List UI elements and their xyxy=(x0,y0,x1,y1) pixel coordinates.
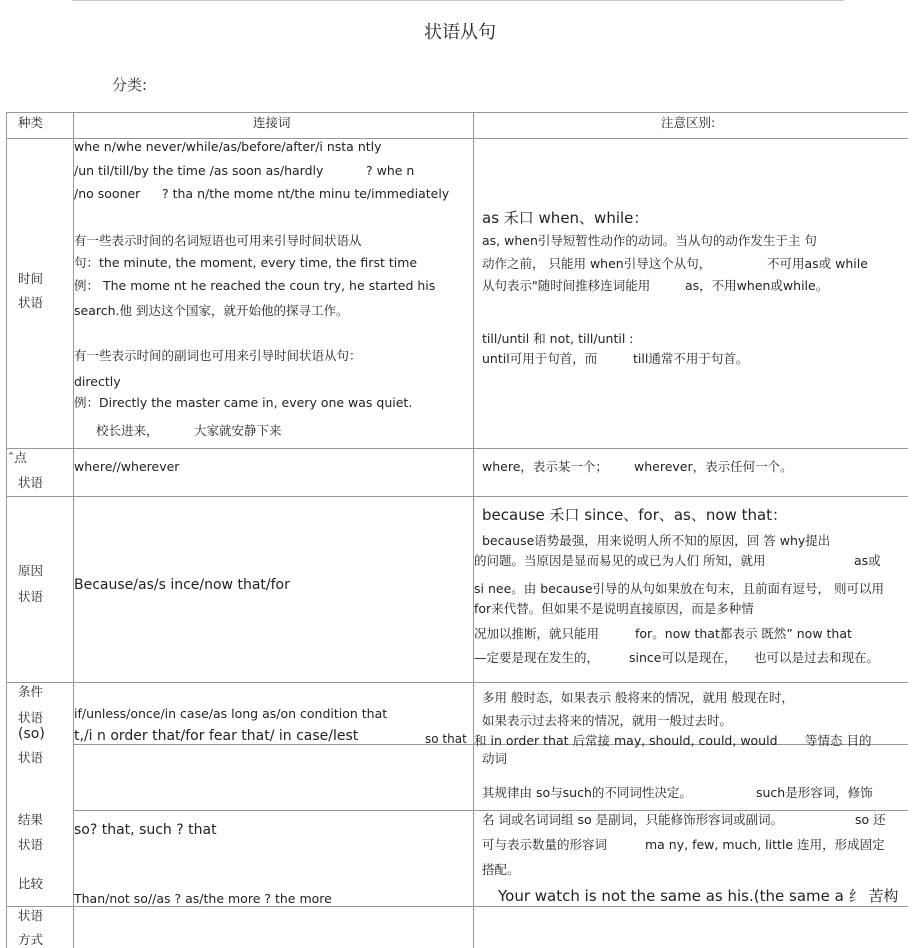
table-border-left xyxy=(6,112,7,948)
conjunction-line: ? tha n/the mome nt/the minu te/immediately xyxy=(162,186,450,201)
note-line: Your watch is not the same as his.(the same a 纟 苦构 xyxy=(498,887,899,905)
conjunction-line: so? that, such ? that xyxy=(74,822,217,838)
section-subtitle: 分类: xyxy=(112,76,148,94)
note-line: —定要是现在发生的， xyxy=(474,650,600,665)
note-line: for来代替。但如果不是说明直接原因，而是多种情 xyxy=(474,601,754,616)
table-row-divider xyxy=(6,682,908,683)
note-line: for。now that都表示 既然” now that xyxy=(635,626,852,641)
note-line: si nee。由 because引导的从句如果放在句末，且前面有逗号， 则可以用 xyxy=(474,581,884,596)
note-line: 等情态 目的 xyxy=(805,733,872,748)
conjunction-line: 有一些表示时间的副词也可用来引导时间状语从句： xyxy=(74,348,362,363)
table-row-divider xyxy=(73,810,908,811)
conjunction-line: search.他 到达这个国家，就开始他的探寻工作。 xyxy=(74,303,349,318)
conjunction-line: Because/as/s ince/now that/for xyxy=(74,577,290,593)
category-label: 状语 xyxy=(18,750,44,765)
table-row-divider xyxy=(6,448,908,449)
category-label: 结果 xyxy=(18,812,44,827)
top-rule xyxy=(72,0,844,1)
table-header-category: 种类 xyxy=(18,115,44,130)
conjunction-line: /no sooner xyxy=(74,186,141,201)
note-line: wherever，表示任何一个。 xyxy=(634,459,793,474)
note-line: 从句表示"随时间推移连词能用 xyxy=(482,278,651,293)
note-line: until可用于句首，而 xyxy=(482,351,598,366)
note-line: 况加以推断，就只能用 xyxy=(474,626,600,641)
note-line: because语势最强，用来说明人所不知的原因，回 答 why提出 xyxy=(482,533,831,548)
category-label: 条件 xyxy=(18,684,44,699)
note-line: as 禾口 when、while： xyxy=(482,209,649,227)
note-line: as, when引导短暂性动作的动词。当从句的动作发生于主 句 xyxy=(482,233,817,248)
note-line: till通常不用于句首。 xyxy=(633,351,749,366)
note-line: 其规律由 so与such的不同词性决定。 xyxy=(482,785,692,800)
category-label: 状语 xyxy=(18,475,44,490)
note-line: 和 in order that 后常接 may, should, could, would xyxy=(474,733,778,748)
category-label: 状语 xyxy=(18,589,44,604)
page-title: 状语从句 xyxy=(424,22,496,43)
note-line: 多用 般时态，如果表示 般将来的情况，就用 般现在时， xyxy=(482,690,794,705)
conjunction-line: /un til/till/by the time /as soon as/hardly xyxy=(74,163,324,178)
conjunction-line: 有一些表示时间的名词短语也可用来引导时间状语从 xyxy=(74,233,362,248)
note-line: 动作之前， 只能用 when引导这个从句， xyxy=(482,256,712,271)
category-label: (so) xyxy=(18,726,45,742)
category-label: 状语 xyxy=(18,295,44,310)
note-line: 的问题。当原因是显而易见的或已为人们 所知，就用 xyxy=(474,553,766,568)
conjunction-line: 校长进来， xyxy=(96,423,159,438)
table-col-divider xyxy=(473,112,474,948)
note-line: since可以是现在， xyxy=(629,650,737,665)
category-label: 原因 xyxy=(18,563,44,578)
table-header-notes: 注意区别: xyxy=(661,115,716,130)
conjunction-line: so that xyxy=(425,732,467,746)
note-line: where，表示某一个； xyxy=(482,459,608,474)
table-header-conjunctions: 连接词 xyxy=(253,115,291,130)
note-line: so 还 xyxy=(855,812,886,827)
category-label: 方式 xyxy=(18,932,44,947)
note-line: ma ny, few, much, little 连用，形成固定 xyxy=(645,837,885,852)
note-line: 不可用as或 while xyxy=(767,256,868,271)
table-row-divider xyxy=(6,496,908,497)
category-label: 状语 xyxy=(18,908,44,923)
category-label: ˆ点 xyxy=(8,450,27,465)
conjunction-line: ? whe n xyxy=(366,163,415,178)
note-line: as或 xyxy=(854,553,881,568)
conjunction-line: Than/not so//as ? as/the more ? the more xyxy=(74,891,332,906)
conjunction-line: t,/i n order that/for fear that/ in case/lest xyxy=(74,728,359,744)
conjunction-line: 例：Directly the master came in, every one was quiet. xyxy=(74,395,413,410)
conjunction-line: whe n/whe never/while/as/before/after/i nsta ntly xyxy=(74,139,382,154)
note-line: 名 词或名词词组 so 是副词，只能修饰形容词或副词。 xyxy=(482,812,784,827)
note-line: because 禾口 since、for、as、now that： xyxy=(482,506,788,524)
category-label: 比较 xyxy=(18,876,44,891)
category-label: 状语 xyxy=(18,710,44,725)
category-label: 时间 xyxy=(18,271,44,286)
conjunction-line: 大家就安静下来 xyxy=(194,423,282,438)
note-line: 也可以是过去和现在。 xyxy=(754,650,880,665)
conjunction-line: directly xyxy=(74,374,121,389)
conjunction-line: if/unless/once/in case/as long as/on condition that xyxy=(74,706,388,721)
note-line: 可与表示数量的形容词 xyxy=(482,837,608,852)
note-line: 搭配。 xyxy=(482,862,520,877)
conjunction-line: where//wherever xyxy=(74,459,180,474)
conjunction-line: 句：the minute, the moment, every time, the first time xyxy=(74,255,418,270)
conjunction-line: 例： The mome nt he reached the coun try, he started his xyxy=(74,278,436,293)
note-line: as，不用when或while。 xyxy=(685,278,829,293)
note-line: 如果表示过去将来的情况，就用一般过去时。 xyxy=(482,713,733,728)
table-border-top xyxy=(6,112,908,113)
note-line: such是形容词，修饰 xyxy=(756,785,873,800)
note-line: till/until 和 not, till/until : xyxy=(482,331,634,346)
category-label: 状语 xyxy=(18,837,44,852)
note-line: 动词 xyxy=(482,751,508,766)
